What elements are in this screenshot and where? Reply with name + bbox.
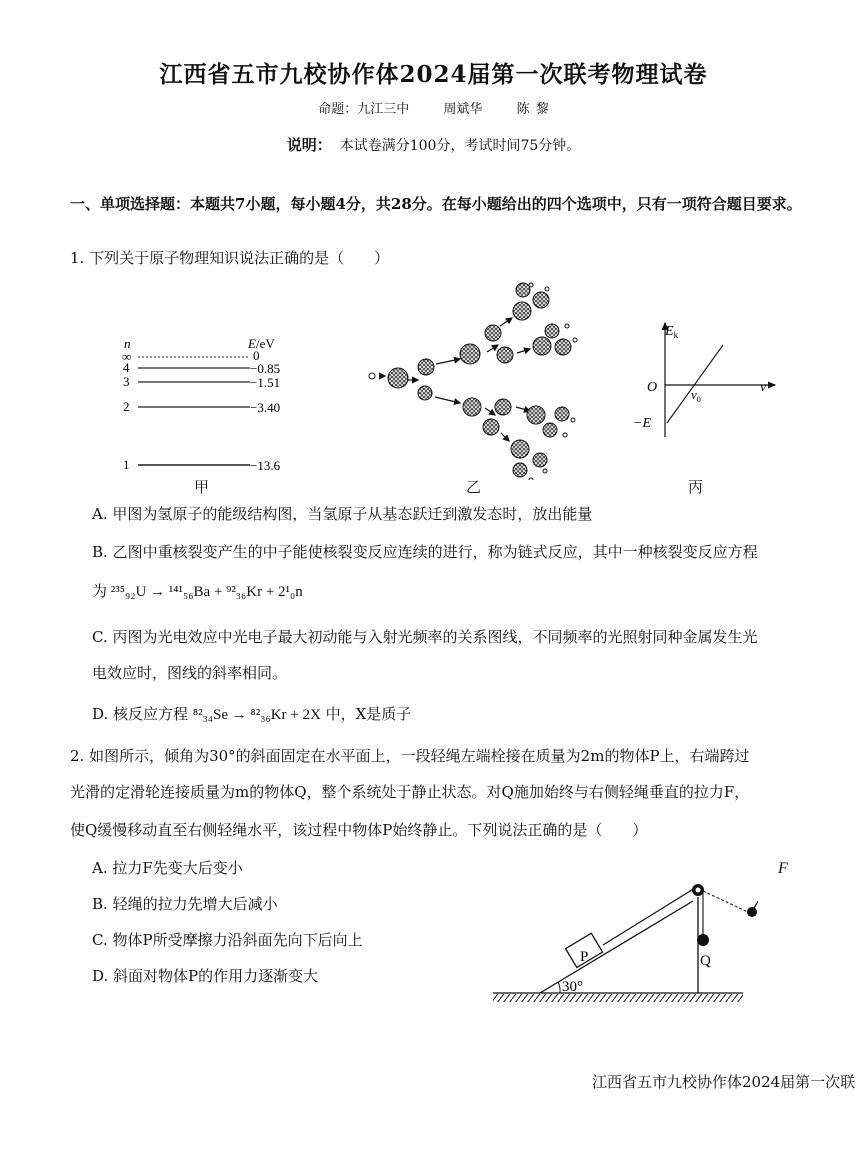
origin-label: O bbox=[647, 380, 658, 395]
option-key: B. bbox=[92, 543, 108, 561]
svg-text:2: 2 bbox=[123, 399, 130, 414]
question-text: 下列关于原子物理知识说法正确的是（ ） bbox=[89, 249, 390, 267]
svg-text:1: 1 bbox=[123, 457, 130, 472]
q2-option-a[interactable]: A. 拉力F先变大后变小 bbox=[92, 859, 243, 877]
section-heading: 一、单项选择题：本题共7小题，每小题4分，共28分。在每小题给出的四个选项中，只有一项符合题目要求。 bbox=[70, 195, 802, 213]
q2-option-b[interactable]: B. 轻绳的拉力先增大后减小 bbox=[92, 895, 278, 913]
note-text: 本试卷满分100分，考试时间75分钟。 bbox=[339, 138, 581, 154]
force-label: F bbox=[778, 860, 788, 877]
svg-text:4: 4 bbox=[123, 360, 130, 375]
author-1: 周斌华 bbox=[443, 102, 483, 117]
option-key: C. bbox=[92, 628, 108, 646]
exam-instructions bbox=[0, 134, 867, 155]
svg-text:−13.6: −13.6 bbox=[250, 458, 281, 473]
exam-authors bbox=[0, 98, 867, 117]
svg-text:3: 3 bbox=[123, 374, 130, 389]
fission-equation: ²³⁵₉₂U → ¹⁴¹₅₆Ba + ⁹²₃₆Kr + 2¹₀n bbox=[110, 584, 303, 600]
svg-text:∞: ∞ bbox=[122, 349, 132, 364]
q1-option-b[interactable] bbox=[92, 541, 758, 562]
figure-bing-label: 丙 bbox=[688, 478, 704, 496]
option-text: 丙图为光电效应中光电子最大初动能与入射光频率的关系图线，不同频率的光照射同种金属发生光 bbox=[112, 628, 758, 646]
decay-equation: ⁸²₃₄Se → ⁸²₃₆Kr + 2X bbox=[192, 707, 321, 723]
svg-text:0: 0 bbox=[253, 348, 260, 363]
q1-option-d[interactable]: D. 核反应方程 ⁸²₃₄Se → ⁸²₃₆Kr + 2X 中，X是质子 bbox=[92, 705, 412, 723]
energy-level-diagram bbox=[110, 330, 300, 495]
question-1-stem bbox=[70, 248, 389, 268]
question-number: 2. bbox=[70, 747, 85, 765]
option-text: 乙图中重核裂变产生的中子能使核裂变反应连续的进行，称为链式反应，其中一种核裂变反应方程 bbox=[112, 543, 758, 561]
block-p-label: P bbox=[580, 949, 589, 965]
option-key: D. bbox=[92, 705, 109, 723]
note-label: 说明： bbox=[286, 136, 332, 154]
question-number: 1. bbox=[70, 249, 85, 267]
incline-pulley-diagram bbox=[488, 855, 758, 1015]
energy-axis-label: E/eV bbox=[248, 336, 275, 351]
q1-option-b-equation: 为 ²³⁵₉₂U → ¹⁴¹₅₆Ba + ⁹²₃₆Kr + 2¹₀n bbox=[92, 584, 303, 600]
q2-option-d[interactable]: D. 斜面对物体P的作用力逐渐变大 bbox=[92, 967, 319, 985]
y-intercept-label: −E bbox=[633, 416, 651, 431]
option-text: 甲图为氢原子的能级结构图，当氢原子从基态跃迁到激发态时，放出能量 bbox=[112, 505, 593, 523]
n-axis-label: n bbox=[124, 336, 131, 351]
exam-title: 江西省五市九校协作体2024届第一次联考物理试卷 bbox=[159, 61, 708, 88]
author-school: 命题：九江三中 bbox=[318, 102, 410, 117]
option-key: A. bbox=[92, 505, 108, 523]
question-2-line-2: 光滑的定滑轮连接质量为m的物体Q，整个系统处于静止状态。对Q施加始终与右侧轻绳垂直的拉力F， bbox=[70, 783, 750, 801]
block-q-label: Q bbox=[700, 953, 711, 969]
x-axis-label: ν bbox=[760, 380, 767, 395]
q1-option-c-cont: 电效应时，图线的斜率相同。 bbox=[92, 664, 288, 682]
figure-yi-label: 乙 bbox=[466, 478, 482, 496]
svg-text:−3.40: −3.40 bbox=[250, 400, 281, 415]
photoelectric-graph bbox=[625, 315, 790, 440]
q1-option-c[interactable] bbox=[92, 626, 758, 647]
q1-option-a[interactable] bbox=[92, 503, 592, 524]
y-axis-label: $E_k$ bbox=[665, 324, 679, 340]
page-footer: 江西省五市九校协作体2024届第一次联 bbox=[592, 1073, 856, 1091]
threshold-frequency-label: $\nu_0$ bbox=[691, 387, 701, 404]
svg-text:−0.85: −0.85 bbox=[250, 361, 281, 376]
chain-reaction-diagram bbox=[360, 275, 600, 480]
question-2-line-3: 使Q缓慢移动直至右侧轻绳水平，该过程中物体P始终静止。下列说法正确的是（ ） bbox=[70, 821, 648, 839]
author-2: 陈 黎 bbox=[516, 102, 549, 117]
question-2-line-1: 2. 如图所示，倾角为30°的斜面固定在水平面上，一段轻绳左端栓接在质量为2m的物体P上，右端跨过 bbox=[70, 747, 750, 765]
angle-label: 30° bbox=[562, 979, 583, 995]
svg-text:−1.51: −1.51 bbox=[250, 375, 281, 390]
figure-jia-label: 甲 bbox=[194, 478, 210, 496]
q2-option-c[interactable]: C. 物体P所受摩擦力沿斜面先向下后向上 bbox=[92, 931, 363, 949]
